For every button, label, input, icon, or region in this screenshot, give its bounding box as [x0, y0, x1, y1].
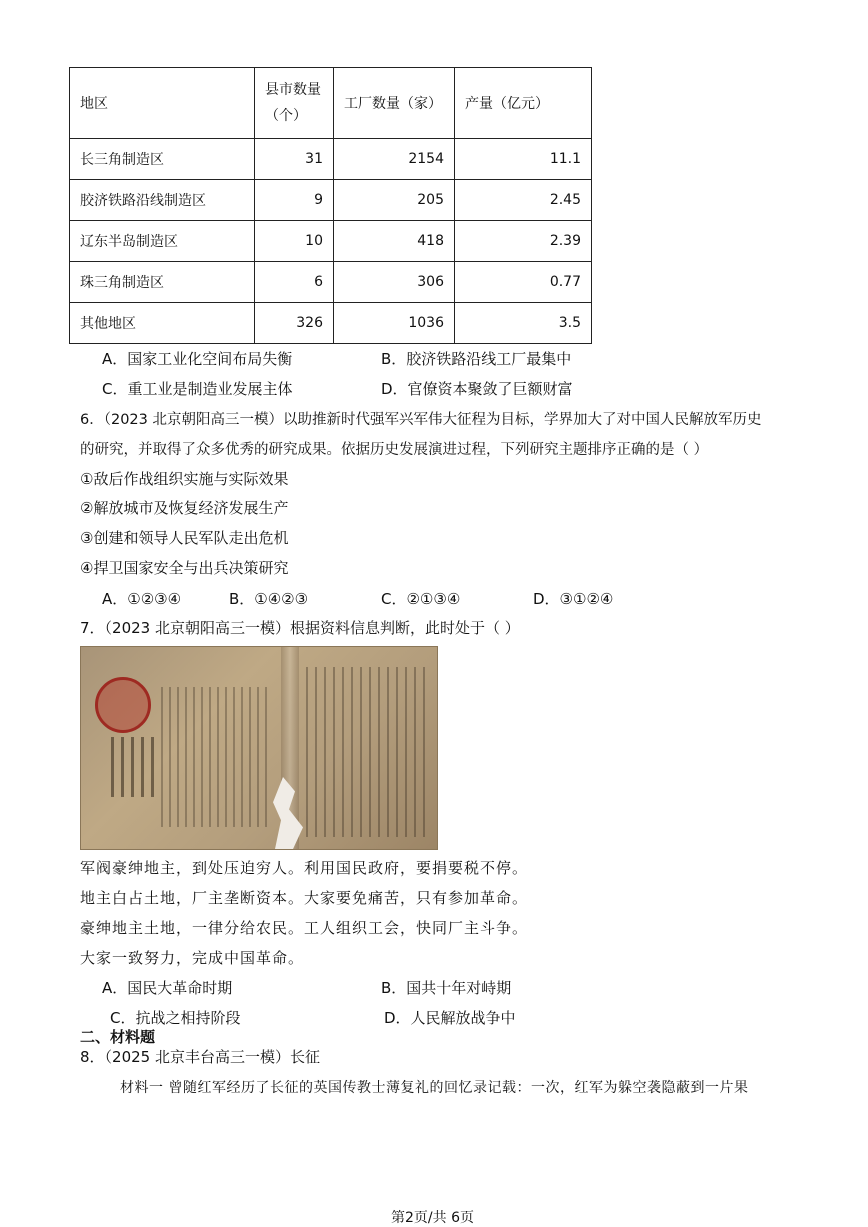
q6-stem-line1: 6．（2023 北京朝阳高三一模）以助推新时代强军兴军伟大征程为目标，学界加大了对中国人民解放军历史 — [80, 412, 762, 428]
q7-verse-3: 豪绅地主土地，一律分给农民。工人组织工会，快同厂主斗争。 — [80, 919, 529, 937]
q6-option-c: C．②①③④ — [381, 590, 461, 608]
cell-region: 珠三角制造区 — [70, 262, 255, 303]
q5-option-a: A．国家工业化空间布局失衡 — [102, 350, 293, 368]
cell-factory: 418 — [334, 221, 455, 262]
q7-option-b: B．国共十年对峙期 — [381, 979, 512, 997]
cell-county: 10 — [255, 221, 334, 262]
q6-item-1: ①敌后作战组织实施与实际效果 — [80, 470, 289, 488]
cell-factory: 306 — [334, 262, 455, 303]
cell-region: 辽东半岛制造区 — [70, 221, 255, 262]
header-county-count-line2: （个） — [265, 108, 307, 124]
cell-output: 2.39 — [455, 221, 592, 262]
data-table — [69, 67, 592, 344]
q7-verse-1: 军阀豪绅地主，到处压迫穷人。利用国民政府，要捐要税不停。 — [80, 859, 529, 877]
cell-output: 0.77 — [455, 262, 592, 303]
cell-region: 胶济铁路沿线制造区 — [70, 180, 255, 221]
cell-region: 其他地区 — [70, 303, 255, 344]
header-factory-count: 工厂数量（家） — [334, 68, 455, 139]
historical-document-photo — [80, 646, 438, 850]
cell-factory: 2154 — [334, 139, 455, 180]
cell-region: 长三角制造区 — [70, 139, 255, 180]
cell-output: 11.1 — [455, 139, 592, 180]
q7-verse-2: 地主白占土地，厂主垄断资本。大家要免痛苦，只有参加革命。 — [80, 889, 529, 907]
q7-option-d: D．人民解放战争中 — [384, 1009, 516, 1027]
header-county-count — [255, 68, 334, 139]
q7-option-a: A．国民大革命时期 — [102, 979, 233, 997]
table-row — [70, 262, 592, 303]
header-county-count-line1: 县市数量 — [265, 82, 321, 98]
section-title: 二、材料题 — [80, 1028, 156, 1046]
table-row — [70, 221, 592, 262]
document-text-left — [161, 687, 271, 827]
page-footer: 第2页/共 6页 — [391, 1210, 474, 1226]
cell-factory: 1036 — [334, 303, 455, 344]
q7-option-c: C．抗战之相持阶段 — [110, 1009, 241, 1027]
q8-material-1: 材料一 曾随红军经历了长征的英国传教士薄复礼的回忆录记载：一次，红军为躲空袭隐蔽到一片果 — [120, 1080, 749, 1096]
document-text-right — [306, 667, 426, 837]
q7-stem: 7．（2023 北京朝阳高三一模）根据资料信息判断，此时处于（ ） — [80, 619, 520, 637]
table-row — [70, 180, 592, 221]
q6-item-3: ③创建和领导人民军队走出危机 — [80, 529, 289, 547]
cell-county: 6 — [255, 262, 334, 303]
header-region: 地区 — [70, 68, 255, 139]
q8-stem: 8．（2025 北京丰台高三一模）长征 — [80, 1048, 320, 1066]
header-output: 产量（亿元） — [455, 68, 592, 139]
q6-stem-line2: 的研究，并取得了众多优秀的研究成果。依据历史发展演进过程，下列研究主题排序正确的是（ ） — [80, 442, 709, 458]
q5-option-c: C．重工业是制造业发展主体 — [102, 380, 293, 398]
table-header-row — [70, 68, 592, 139]
cell-county: 31 — [255, 139, 334, 180]
q6-item-2: ②解放城市及恢复经济发展生产 — [80, 499, 289, 517]
signature-mark — [111, 737, 156, 797]
cell-output: 3.5 — [455, 303, 592, 344]
q6-option-a: A．①②③④ — [102, 590, 182, 608]
cell-county: 326 — [255, 303, 334, 344]
q6-item-4: ④捍卫国家安全与出兵决策研究 — [80, 559, 289, 577]
q6-option-b: B．①④②③ — [229, 590, 309, 608]
paper-tear — [271, 777, 311, 849]
q5-option-d: D．官僚资本聚敛了巨额财富 — [381, 380, 573, 398]
q5-option-b: B．胶济铁路沿线工厂最集中 — [381, 350, 572, 368]
table-row — [70, 303, 592, 344]
red-seal-icon — [95, 677, 151, 733]
q7-verse-4: 大家一致努力，完成中国革命。 — [80, 949, 305, 967]
cell-factory: 205 — [334, 180, 455, 221]
table-row — [70, 139, 592, 180]
q6-option-d: D．③①②④ — [533, 590, 614, 608]
cell-county: 9 — [255, 180, 334, 221]
cell-output: 2.45 — [455, 180, 592, 221]
